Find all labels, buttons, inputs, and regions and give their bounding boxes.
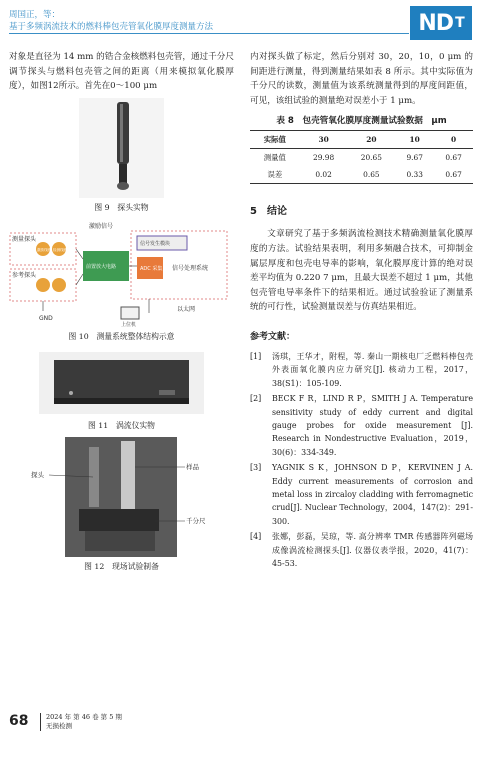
label-sample: 样品 (186, 462, 199, 471)
header-rule (9, 33, 409, 34)
references-title: 参考文献： (250, 331, 296, 342)
left-paragraph-1: 对象是直径为 14 mm 的锆合金核燃料包壳管，通过千分尺调节探头与燃料包壳管之间的距离（用来模拟氧化膜厚度），如图12所示。首先在0～100 μm (9, 52, 234, 92)
right-column (250, 50, 473, 572)
label-meas-probe: 测量探头 (12, 235, 37, 243)
table-8 (250, 130, 473, 184)
label-sig-gen: 信号发生模块 (140, 240, 171, 247)
label-proc: 信号处理系统 (172, 264, 209, 272)
figure-10-caption: 图 10 测量系统整体结构示意 (68, 331, 175, 341)
journal-logo: ND T (410, 6, 472, 40)
eddy-instrument-photo (9, 348, 234, 416)
page-number: 68 (9, 713, 29, 729)
figure-9 (9, 98, 234, 198)
label-probe: 探头 (31, 470, 44, 479)
label-ref-probe: 参考探头 (12, 271, 37, 279)
label-adc: ADC 采集 (140, 265, 163, 272)
reference-item: [2] BECK F R，LIND R P，SMITH J A. Temperature sensitivity study of eddy current and digital gauge probes for oxide measurement [J]. Research in Nondestructive Evaluation，2019，30(6)：334-349. (250, 394, 473, 457)
right-paragraph-1: 内对探头做了标定，然后分别对 30，20，10，0 μm 的间距进行测量，得到测量结果如表 8 所示。其中实际值为千分尺的读数，测量值为该系统测量得到的厚度间距值，可见，该组试验的测量绝对误差小于 1 μm。 (250, 52, 473, 106)
reference-item: [4] 张娜，彭磊，吴琼，等. 高分辨率 TMR 传感器阵列磁场成像涡流检测探头[J]. 仪器仪表学报，2020，41(7)：45-53. (250, 532, 473, 569)
figure-10 (9, 219, 234, 327)
section-title: 5 结论 (250, 206, 287, 218)
label-coil-b: 检测线圈 (53, 247, 67, 252)
label-micrometer: 千分尺 (186, 516, 206, 525)
label-amp: 前置放大电路 (86, 263, 117, 270)
figure-11 (9, 348, 234, 416)
header-title: 基于多频涡流技术的燃料棒包壳管氧化膜厚度测量方法 (9, 22, 214, 32)
figure-12 (9, 437, 234, 557)
left-column (9, 50, 234, 578)
label-gnd: GND (39, 314, 53, 322)
figure-11-caption: 图 11 涡流仪实物 (88, 420, 155, 430)
figure-9-caption: 图 9 探头实物 (94, 202, 149, 212)
table-row: 测量值 29.98 20.65 9.67 0.67 (263, 153, 462, 163)
conclusion-paragraph: 文章研究了基于多频涡流检测技术精确测量氧化膜厚度的方法。试验结果表明，利用多频融合技术，可抑制金属层厚度和包壳电导率的影响，氧化膜厚度计算的绝对误差平均值为 0.220 7 μm，且最大误差不超过 1 μm，其他包壳管电导率条件下的结果相近。通过试验验证了测量系统的可行性，试验测量误差与仿真结果相近。 (250, 229, 473, 313)
system-diagram (9, 219, 234, 327)
label-ethernet: 以太网 (177, 305, 196, 313)
running-header (0, 0, 480, 46)
header-authors: 周国正，等： (9, 10, 61, 20)
table-header-row: 实际值 30 20 10 0 (250, 131, 473, 149)
journal-name: 无损检测 (46, 722, 72, 730)
footer-info (40, 713, 122, 731)
table-8-caption: 表 8 包壳管氧化膜厚度测量试验数据 μm (276, 116, 447, 127)
figure-12-caption: 图 12 现场试验制备 (84, 561, 159, 571)
issue-line: 2024 年 第 46 卷 第 5 期 (46, 713, 122, 721)
label-pc: 上位机 (121, 321, 137, 327)
label-coil-a: 激励线圈 (37, 247, 51, 252)
reference-item: [1] 汤琪，王华才，附程，等. 秦山一期核电厂乏燃料棒包壳外表面氧化膜内应力研究[J]. 核动力工程，2017，38(S1)：105-109. (250, 351, 473, 388)
references-list (250, 350, 473, 571)
probe-photo (9, 98, 234, 198)
reference-item: [3] YAGNIK S K，JOHNSON D P，KERVINEN J A. Eddy current measurements of corrosion and metal loss in zircaloy cladding with ferromagnetic crud[J]. Nuclear Technology，2004，147(2)：291-300. (250, 463, 473, 526)
table-row: 误差 0.02 0.65 0.33 0.67 (250, 166, 473, 184)
label-excite: 激励信号 (89, 222, 114, 230)
field-test-photo (9, 437, 234, 557)
